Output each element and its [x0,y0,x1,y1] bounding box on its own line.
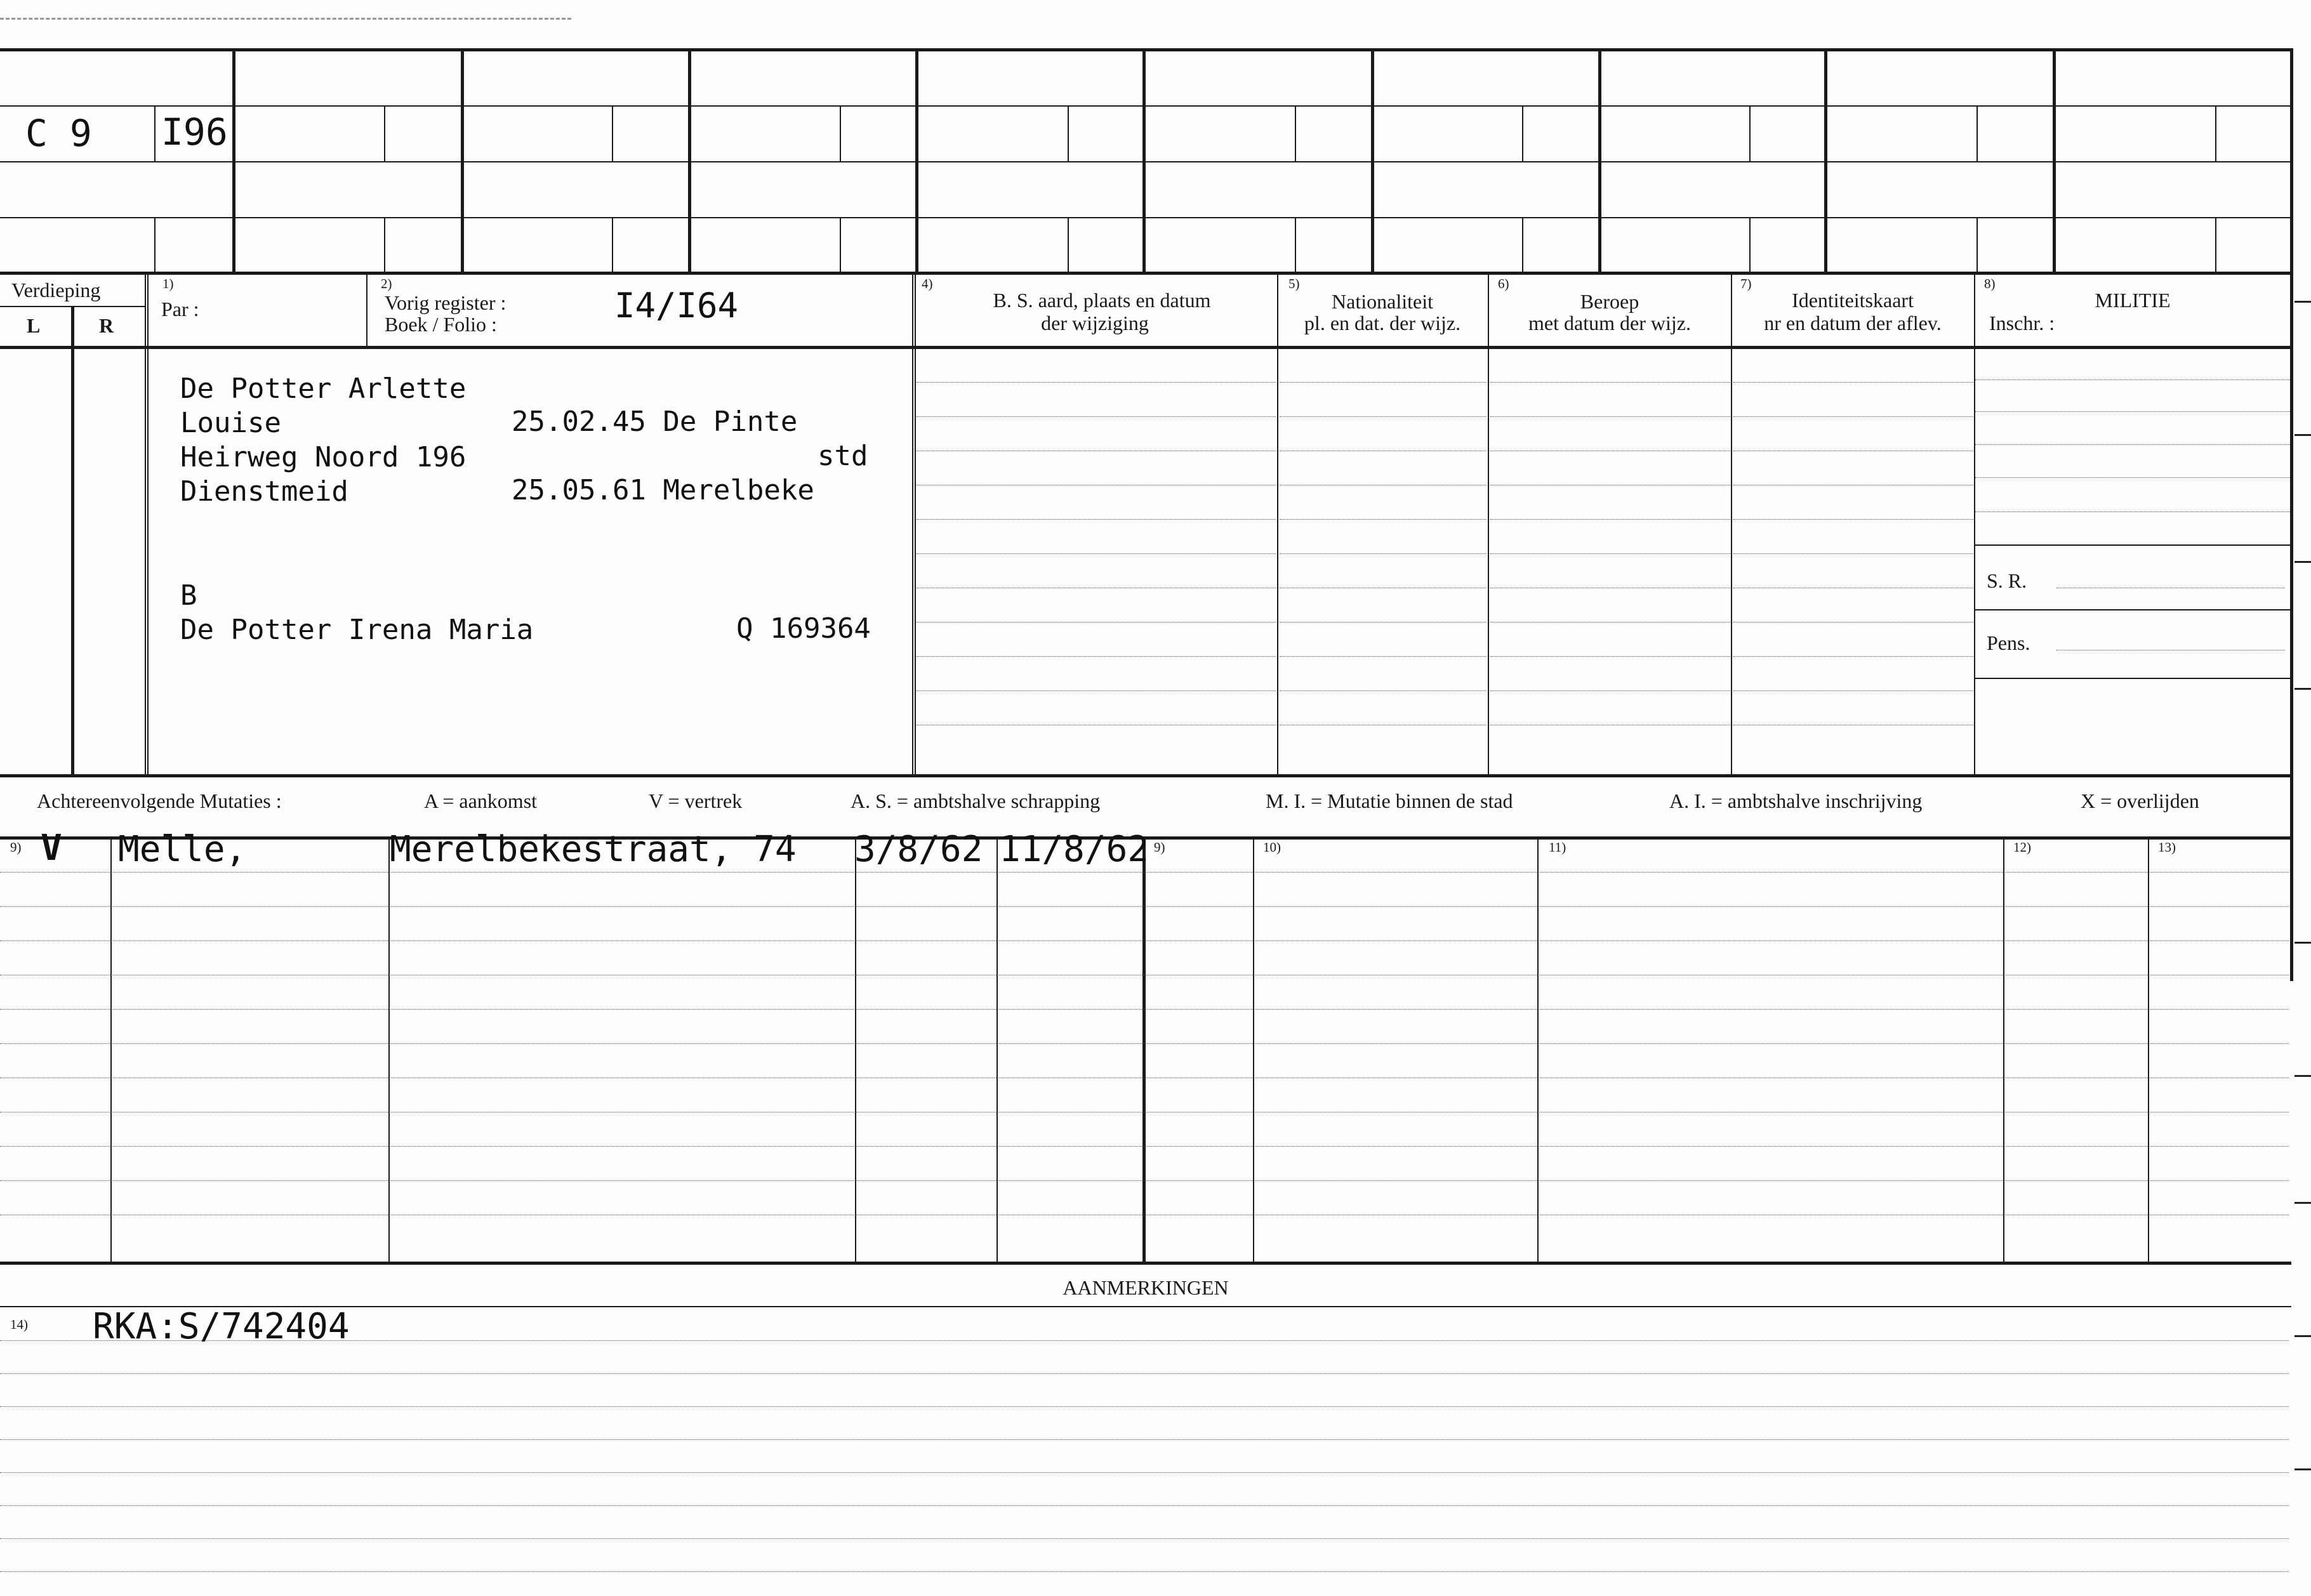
footnote-marker: 11) [1549,840,1566,855]
ruled-line [1280,622,1487,623]
edge-mark [2294,942,2311,944]
rule [0,774,2291,777]
rule [1522,105,1523,161]
ruled-line [1280,690,1487,691]
ruled-line [0,1538,2289,1539]
rule [612,105,613,161]
vorig-register-value: I4/I64 [614,286,739,326]
l-label: L [27,314,41,337]
bs-label-2: der wijziging [1041,312,1149,334]
rule [1488,272,1489,775]
ruled-line [0,1571,2289,1572]
rule [2290,48,2293,981]
ruled-line [1733,553,1973,554]
beroep-label-2: met datum der wijz. [1528,312,1691,334]
person-occupation: Dienstmeid [180,475,348,508]
footnote-marker: 8) [1984,276,1996,291]
footnote-marker: 9) [1154,840,1165,855]
house-number: I96 [161,110,228,154]
rule [388,836,390,1262]
ruled-line [917,656,1276,657]
rule [1537,836,1539,1262]
rule [1068,217,1069,272]
ruled-line [0,1043,2289,1044]
ruled-line [0,1472,2289,1473]
ruled-line [1280,553,1487,554]
edge-mark [2294,561,2311,563]
rule [1295,105,1296,161]
ruled-line [1490,622,1730,623]
ruled-line [0,1406,2289,1407]
ruled-line [0,1373,2289,1374]
rule [840,105,841,161]
mutation-date-1: 3/8/62 [854,829,983,870]
ruled-line [1733,519,1973,520]
footnote-marker: 13) [2158,840,2176,855]
ruled-line [1280,382,1487,383]
ruled-line [0,940,2289,941]
identiteitskaart-label-2: nr en datum der aflev. [1764,312,1942,334]
rule [1975,379,2290,380]
rule [384,217,385,272]
beroep-label: Beroep [1580,290,1639,313]
nationaliteit-label: Nationaliteit [1332,290,1433,313]
pens-label: Pens. [1987,631,2030,654]
rule [1522,217,1523,272]
ruled-line [1733,656,1973,657]
legend-vertrek: V = vertrek [649,789,743,812]
ruled-line [917,553,1276,554]
legend-schrapping: A. S. = ambtshalve schrapping [851,789,1101,812]
footnote-marker: 2) [381,276,392,291]
mutation-date-2: 11/8/62 [999,829,1149,870]
rule [154,105,156,161]
rule [1975,477,2290,478]
ruled-line [0,1180,2289,1181]
person-birth: 25.02.45 De Pinte [512,406,798,438]
ruled-line [1490,416,1730,417]
rule [688,48,691,272]
ruled-line [917,416,1276,417]
mutation-street: Merelbekestraat, 74 [390,829,797,870]
ruled-line [0,1439,2289,1440]
rule [0,346,2291,349]
footnote-marker: 14) [10,1317,28,1332]
par-label: Par : [161,298,199,320]
ruled-line [0,906,2289,907]
ruled-line [1490,690,1730,691]
rule [997,836,998,1262]
mutation-place: Melle, [118,829,247,870]
edge-mark [2294,1202,2311,1204]
rule [71,306,74,775]
rule [1975,544,2290,546]
footnote-marker: 10) [1263,840,1281,855]
ruled-line [917,519,1276,520]
ruled-line [917,382,1276,383]
footnote-marker: 12) [2013,840,2031,855]
rule [1824,48,1827,272]
footnote-marker: 9) [10,840,22,855]
aanmerkingen-title: AANMERKINGEN [1063,1276,1229,1299]
rule [1253,836,1254,1262]
rule [2215,217,2216,272]
rule [1975,411,2290,412]
edge-mark [2294,1468,2311,1470]
footnote-marker: 7) [1740,276,1752,291]
legend-aankomst: A = aankomst [424,789,538,812]
ruled-line [1733,382,1973,383]
person-id-number: Q 169364 [736,612,871,645]
ruled-line [1733,622,1973,623]
scan-artifact [0,18,571,20]
person-occupation-date: 25.05.61 Merelbeke [512,474,814,506]
rule [1598,48,1601,272]
edge-mark [2294,1335,2311,1337]
rule [1974,272,1975,775]
ruled-line [1280,519,1487,520]
remark-line: RKA:S/742404 [93,1306,350,1347]
ruled-line [0,1146,2289,1147]
footnote-marker: 6) [1498,276,1509,291]
ruled-line [1733,690,1973,691]
verdieping-label: Verdieping [11,279,101,301]
rule [384,105,385,161]
rule [0,105,2291,107]
rule [1277,272,1278,775]
ruled-line [917,622,1276,623]
rule [461,48,464,272]
ruled-line [0,872,2289,873]
rule [1295,217,1296,272]
boek-folio-label: Boek / Folio : [385,313,497,336]
rule [1977,105,1978,161]
legend-mutatie: M. I. = Mutatie binnen de stad [1266,789,1513,812]
mutation-type: V [41,828,62,869]
rule [0,272,2291,275]
person-status: std [818,440,868,472]
rule [0,1262,2291,1265]
rule [145,272,149,775]
rule [0,48,2291,51]
person-firstname: Louise [180,407,281,439]
rule [855,836,856,1262]
legend-inschrijving: A. I. = ambtshalve inschrijving [1669,789,1923,812]
rule [1068,105,1069,161]
edge-mark [2294,434,2311,436]
mutaties-title: Achtereenvolgende Mutaties : [37,789,282,812]
rule [1142,836,1146,1262]
sr-label: S. R. [1987,569,2027,592]
rule [1975,511,2290,512]
rule [1731,272,1732,775]
rule [2148,836,2149,1262]
rule [1142,48,1146,272]
ruled-line [1280,416,1487,417]
person-address: Heirweg Noord 196 [180,441,467,473]
ruled-line [1280,656,1487,657]
edge-mark [2294,301,2311,303]
card-code: C 9 [25,112,92,155]
rule [1749,105,1751,161]
rule [915,48,918,272]
rule [232,48,235,272]
militie-label: MILITIE [2095,289,2171,312]
footnote-marker: 5) [1288,276,1300,291]
rule [840,217,841,272]
person-surname-line: De Potter Arlette [180,373,467,405]
rule [2215,105,2216,161]
rule [2053,48,2056,272]
inschr-label: Inschr. : [1989,312,2055,334]
ruled-line [1490,519,1730,520]
rule [1975,444,2290,445]
bs-label: B. S. aard, plaats en datum [993,289,1211,312]
ruled-line [917,690,1276,691]
rule [2003,836,2004,1262]
r-label: R [99,314,114,337]
footnote-marker: 1) [162,276,174,291]
ruled-line [0,1340,2289,1341]
rule [912,272,916,775]
edge-mark [2294,688,2311,690]
person-relation: B [180,579,197,612]
nationaliteit-label-2: pl. en dat. der wijz. [1304,312,1461,334]
rule [110,836,112,1262]
rule [0,217,2291,218]
rule [1371,48,1374,272]
edge-mark [2294,1075,2311,1077]
legend-overlijden: X = overlijden [2081,789,2199,812]
ruled-line [1490,553,1730,554]
vorig-register-label: Vorig register : [385,291,507,314]
person-relative-name: De Potter Irena Maria [180,614,534,646]
ruled-line [0,1505,2289,1506]
rule [1975,678,2290,679]
rule [0,161,2291,162]
identiteitskaart-label: Identiteitskaart [1792,289,1914,312]
ruled-line [0,1009,2289,1010]
rule [612,217,613,272]
rule [366,272,368,346]
rule [1975,609,2290,610]
footnote-marker: 4) [922,276,933,291]
rule [1977,217,1978,272]
ruled-line [1733,416,1973,417]
ruled-line [1490,656,1730,657]
rule [1749,217,1751,272]
ruled-line [1490,382,1730,383]
rule [154,217,156,272]
